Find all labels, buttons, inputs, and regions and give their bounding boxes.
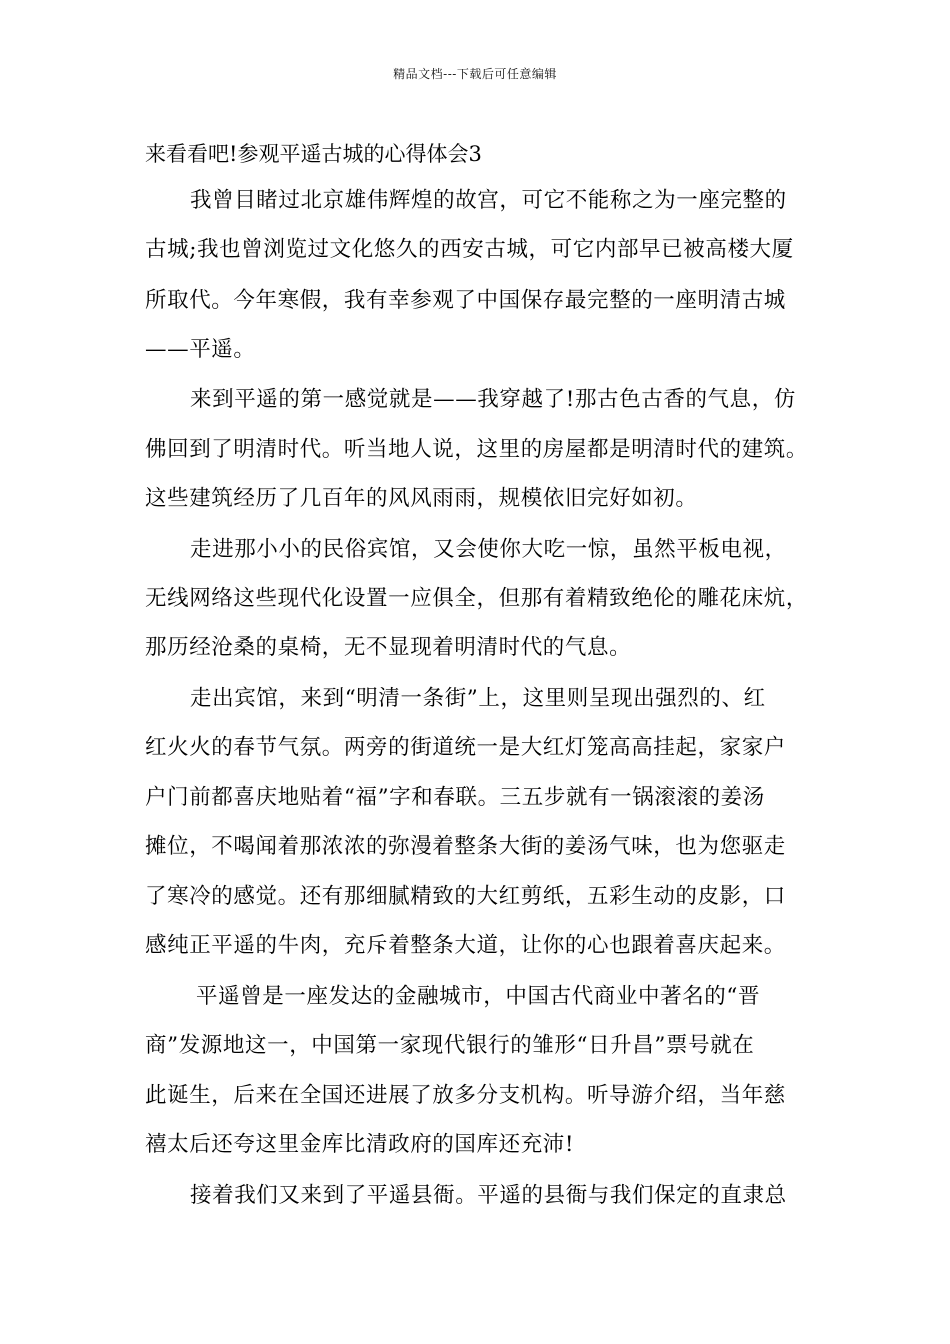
paragraph-4-line-6: 感纯正平遥的牛肉，充斥着整条大道，让你的心也跟着喜庆起来。 (145, 933, 786, 958)
paragraph-4-line-1: 走出宾馆，来到“明清一条街”上，这里则呈现出强烈的、红 (190, 686, 766, 711)
document-title: 来看看吧!参观平遥古城的心得体会3 (145, 142, 482, 166)
paragraph-1-line-3: 所取代。今年寒假，我有幸参观了中国保存最完整的一座明清古城 (145, 288, 786, 313)
paragraph-2-line-2: 佛回到了明清时代。听当地人说，这里的房屋都是明清时代的建筑。 (145, 437, 809, 462)
paragraph-3-line-2: 无线网络这些现代化设置一应俱全，但那有着精致绝伦的雕花床炕， (145, 586, 809, 611)
paragraph-2-line-3: 这些建筑经历了几百年的风风雨雨，规模依旧完好如初。 (145, 486, 698, 511)
paragraph-5-line-2: 商”发源地这一，中国第一家现代银行的雏形“日升昌”票号就在 (145, 1033, 755, 1058)
page-header: 精品文档---下载后可任意编辑 (393, 67, 557, 81)
paragraph-2-line-1: 来到平遥的第一感觉就是——我穿越了!那古色古香的气息，仿 (190, 387, 796, 412)
paragraph-3-line-3: 那历经沧桑的桌椅，无不显现着明清时代的气息。 (145, 635, 632, 660)
paragraph-1-line-1: 我曾目睹过北京雄伟辉煌的故宫，可它不能称之为一座完整的 (190, 188, 787, 213)
paragraph-1-line-4: ——平遥。 (145, 337, 256, 362)
paragraph-5-line-4: 禧太后还夸这里金库比清政府的国库还充沛! (145, 1132, 575, 1157)
paragraph-4-line-2: 红火火的春节气氛。两旁的街道统一是大红灯笼高高挂起，家家户 (145, 735, 786, 760)
paragraph-5-line-3: 此诞生，后来在全国还进展了放多分支机构。听导游介绍，当年慈 (145, 1083, 786, 1108)
paragraph-4-line-5: 了寒冷的感觉。还有那细腻精致的大红剪纸，五彩生动的皮影，口 (145, 884, 786, 909)
paragraph-4-line-3: 户门前都喜庆地贴着“福”字和春联。三五步就有一锅滚滚的姜汤 (145, 785, 765, 810)
paragraph-1-line-2: 古城;我也曾浏览过文化悠久的西安古城，可它内部早已被高楼大厦 (145, 237, 794, 262)
paragraph-6-line-1: 接着我们又来到了平遥县衙。平遥的县衙与我们保定的直隶总 (190, 1183, 787, 1208)
paragraph-5-line-1: 平遥曾是一座发达的金融城市，中国古代商业中著名的“晋 (196, 984, 761, 1009)
paragraph-4-line-4: 摊位，不喝闻着那浓浓的弥漫着整条大街的姜汤气味，也为您驱走 (145, 834, 786, 859)
paragraph-3-line-1: 走进那小小的民俗宾馆，又会使你大吃一惊，虽然平板电视， (190, 537, 787, 562)
